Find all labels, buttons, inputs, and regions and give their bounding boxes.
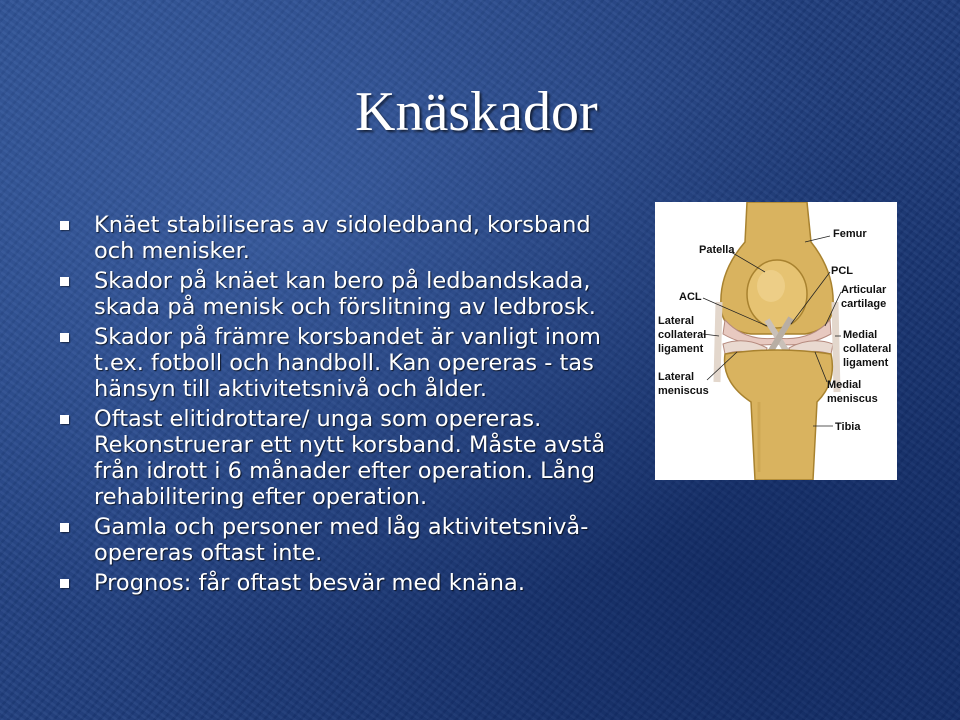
tibia-bone	[725, 350, 833, 480]
bullet-text: Skador på främre korsbandet är vanligt inom t.ex. fotboll och handboll. Kan opereras - tas hänsyn till aktivitetsnivå och ålder.	[94, 324, 601, 402]
label-femur: Femur	[833, 228, 867, 240]
label-acl: ACL	[679, 291, 702, 303]
knee-anatomy-figure	[655, 202, 897, 480]
bullet-item	[58, 268, 638, 320]
bullet-item	[58, 406, 638, 510]
bullet-text: Oftast elitidrottare/ unga som opereras. Rekonstruerar ett nytt korsband. Måste avstå från idrott i 6 månader efter operation. Lång rehabilitering efter operation.	[94, 406, 606, 510]
bullet-square-icon	[60, 523, 69, 532]
label-medial-collateral-line1: Medial	[843, 329, 878, 341]
label-lateral-meniscus-line1: Lateral	[658, 371, 695, 383]
label-articular-cartilage-line2: cartilage	[841, 298, 887, 310]
slide-title: Knäskador	[355, 81, 598, 143]
bullet-square-icon	[60, 333, 69, 342]
label-tibia: Tibia	[835, 421, 861, 433]
label-lateral-meniscus-line2: meniscus	[658, 385, 709, 397]
label-lateral-collateral-line2: collateral	[658, 329, 707, 341]
label-medial-meniscus-line1: Medial	[827, 379, 862, 391]
bullet-text: Knäet stabiliseras av sidoledband, korsband och menisker.	[94, 212, 591, 264]
knee-anatomy-illustration	[655, 202, 897, 480]
bullet-item	[58, 570, 638, 596]
label-medial-collateral-line2: collateral	[843, 343, 892, 355]
label-patella: Patella	[699, 244, 735, 256]
label-articular-cartilage-line1: Articular	[841, 284, 887, 296]
bullet-text: Skador på knäet kan bero på ledbandskada, skada på menisk och förslitning av ledbrosk.	[94, 268, 596, 320]
bullet-square-icon	[60, 277, 69, 286]
label-lateral-collateral-line3: ligament	[658, 343, 704, 355]
bullet-item	[58, 212, 638, 264]
bullet-square-icon	[60, 579, 69, 588]
bullet-text: Prognos: får oftast besvär med knäna.	[94, 570, 525, 596]
label-pcl: PCL	[831, 265, 853, 277]
label-lateral-collateral-line1: Lateral	[658, 315, 695, 327]
bullet-square-icon	[60, 221, 69, 230]
bullet-list	[58, 212, 638, 600]
label-medial-collateral-line3: ligament	[843, 357, 889, 369]
bullet-square-icon	[60, 415, 69, 424]
bullet-item	[58, 514, 638, 566]
bullet-item	[58, 324, 638, 402]
label-medial-meniscus-line2: meniscus	[827, 393, 878, 405]
bullet-text: Gamla och personer med låg aktivitetsnivå- opereras oftast inte.	[94, 514, 589, 566]
